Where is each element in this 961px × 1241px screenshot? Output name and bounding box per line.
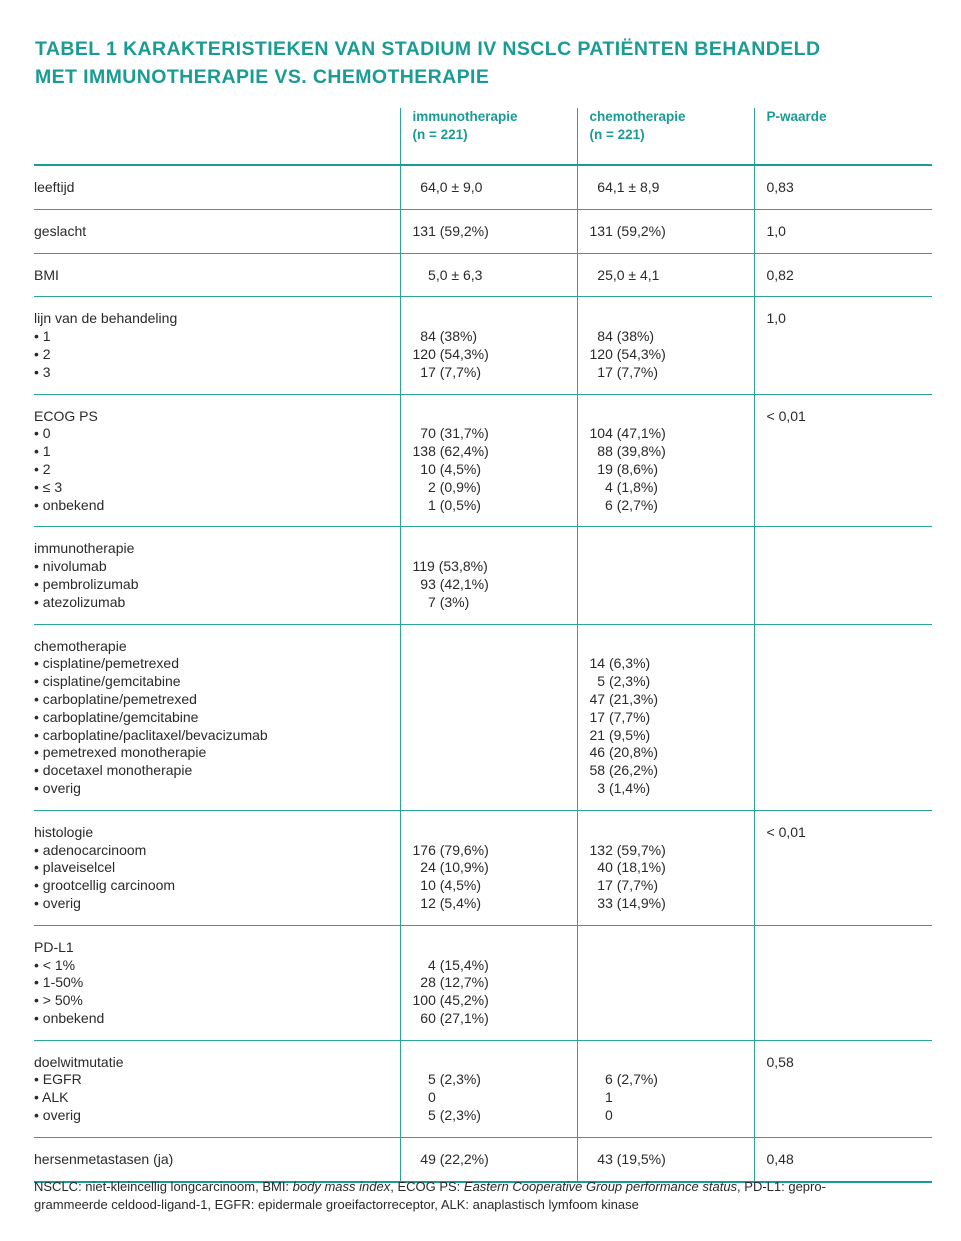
footnote-text: , PD-L1: gepro- [737, 1179, 826, 1194]
row-label-line: • carboplatine/paclitaxel/bevacizumab [34, 726, 268, 743]
cell-chemotherapie-line: 131 (59,2%) [589, 222, 666, 239]
row-label-line: • cisplatine/pemetrexed [34, 655, 179, 672]
header-immunotherapie [400, 108, 577, 165]
cell-immunotherapie-line: 2 (0,9%) [412, 478, 481, 495]
cell-chemotherapie [577, 394, 754, 527]
cell-p-waarde [754, 209, 932, 253]
row-label-line: geslacht [34, 222, 87, 239]
row-label-line: • overig [34, 1107, 81, 1124]
row-label-line: • grootcellig carcinoom [34, 877, 176, 894]
table-row [34, 925, 932, 1040]
cell-immunotherapie [400, 297, 577, 394]
cell-chemotherapie [577, 925, 754, 1040]
cell-p-waarde-line: 0,48 [766, 1150, 794, 1167]
row-label-line: • 1 [34, 328, 51, 345]
row-label [34, 165, 400, 209]
cell-immunotherapie-line: 60 (27,1%) [412, 1009, 489, 1026]
cell-chemotherapie-line: 64,1 ± 8,9 [589, 179, 660, 195]
cell-chemotherapie [577, 209, 754, 253]
cell-immunotherapie-line: 4 (15,4%) [412, 956, 489, 973]
characteristics-table [34, 108, 932, 1183]
table-title-line-2: MET IMMUNOTHERAPIE VS. CHEMOTHERAPIE [35, 66, 490, 88]
table-row [34, 527, 932, 624]
cell-chemotherapie-line: 6 (2,7%) [589, 1071, 658, 1088]
cell-chemotherapie [577, 253, 754, 297]
row-label-line: histologie [34, 823, 94, 840]
row-label-line: • 2 [34, 460, 51, 477]
footnote-italic: Eastern Cooperative Group performance status [463, 1179, 738, 1194]
cell-p-waarde-line [767, 540, 933, 558]
row-label-line: • atezolizumab [34, 593, 126, 610]
cell-immunotherapie-line: 120 (54,3%) [412, 345, 489, 362]
cell-chemotherapie-line: 84 (38%) [589, 328, 655, 345]
table-title [35, 35, 935, 91]
cell-immunotherapie-line: 12 (5,4%) [412, 894, 481, 911]
row-label-line: • > 50% [34, 992, 83, 1009]
cell-chemotherapie-line: 17 (7,7%) [589, 708, 651, 725]
row-label-line: • EGFR [34, 1071, 82, 1088]
cell-immunotherapie-line [413, 408, 577, 426]
row-label-line: leeftijd [34, 179, 75, 195]
cell-chemotherapie [577, 165, 754, 209]
footnote-italic: body mass index [292, 1179, 391, 1194]
cell-chemotherapie [577, 297, 754, 394]
cell-immunotherapie-line: 100 (45,2%) [412, 992, 489, 1009]
row-label-line: • ALK [34, 1089, 69, 1106]
cell-chemotherapie-line: 47 (21,3%) [589, 690, 658, 707]
cell-chemotherapie-line [590, 540, 754, 558]
cell-immunotherapie-line: 17 (7,7%) [412, 363, 481, 380]
cell-chemotherapie-line: 4 (1,8%) [589, 478, 658, 495]
cell-p-waarde [754, 810, 932, 925]
row-label-line: chemotherapie [34, 637, 127, 654]
cell-p-waarde [754, 527, 932, 624]
row-label-line: • carboplatine/pemetrexed [34, 690, 197, 707]
cell-p-waarde-line: 1,0 [766, 222, 786, 239]
cell-immunotherapie-line: 64,0 ± 9,0 [412, 179, 483, 195]
cell-immunotherapie-line: 70 (31,7%) [412, 425, 489, 442]
cell-immunotherapie [400, 209, 577, 253]
cell-chemotherapie-line [590, 638, 754, 656]
cell-chemotherapie-line [590, 310, 754, 328]
cell-p-waarde [754, 1137, 932, 1181]
cell-chemotherapie-line: 46 (20,8%) [589, 744, 658, 761]
cell-chemotherapie [577, 1137, 754, 1181]
footnote-line-1 [34, 1178, 934, 1196]
cell-chemotherapie-line: 58 (26,2%) [589, 762, 658, 779]
cell-chemotherapie-line [590, 408, 754, 426]
cell-immunotherapie [400, 165, 577, 209]
cell-p-waarde-line [767, 939, 933, 957]
cell-chemotherapie-line: 88 (39,8%) [589, 443, 666, 460]
table-row [34, 1137, 932, 1181]
cell-p-waarde [754, 297, 932, 394]
cell-chemotherapie-line: 104 (47,1%) [589, 425, 666, 442]
row-label-line: BMI [34, 266, 59, 283]
row-label [34, 527, 400, 624]
cell-chemotherapie-line [590, 824, 754, 842]
row-label [34, 810, 400, 925]
cell-p-waarde [754, 624, 932, 810]
cell-immunotherapie-line: 10 (4,5%) [412, 877, 481, 894]
cell-p-waarde [754, 165, 932, 209]
row-label [34, 209, 400, 253]
footnote-text: , ECOG PS: [390, 1179, 464, 1194]
row-label-line: • overig [34, 779, 81, 796]
cell-immunotherapie-line: 5 (2,3%) [412, 1071, 481, 1088]
row-label-line: • adenocarcinoom [34, 841, 147, 858]
row-label-line: • docetaxel monotherapie [34, 762, 193, 779]
table-row [34, 297, 932, 394]
row-label-line: • onbekend [34, 1009, 105, 1026]
cell-chemotherapie-line: 120 (54,3%) [589, 345, 666, 362]
header-p-waarde [754, 108, 932, 165]
cell-chemotherapie-line: 132 (59,7%) [589, 841, 666, 858]
cell-p-waarde [754, 1040, 932, 1137]
cell-immunotherapie-line: 1 (0,5%) [412, 496, 481, 513]
cell-immunotherapie-line: 93 (42,1%) [412, 575, 489, 592]
cell-immunotherapie [400, 925, 577, 1040]
cell-p-waarde-line: 0,82 [766, 266, 794, 283]
cell-immunotherapie-line [413, 939, 577, 957]
cell-immunotherapie-line: 49 (22,2%) [412, 1150, 489, 1167]
cell-immunotherapie [400, 624, 577, 810]
cell-immunotherapie-line: 24 (10,9%) [412, 859, 489, 876]
cell-immunotherapie [400, 810, 577, 925]
cell-immunotherapie-line: 28 (12,7%) [412, 974, 489, 991]
cell-p-waarde-line: < 0,01 [766, 407, 806, 424]
row-label [34, 394, 400, 527]
cell-immunotherapie-line: 0 [412, 1089, 436, 1106]
cell-chemotherapie-line [590, 1054, 754, 1072]
cell-immunotherapie [400, 253, 577, 297]
row-label-line: doelwitmutatie [34, 1053, 124, 1070]
row-label [34, 1040, 400, 1137]
cell-immunotherapie-line: 131 (59,2%) [412, 222, 489, 239]
cell-immunotherapie-line: 84 (38%) [412, 328, 478, 345]
header-p-waarde-line: P-waarde [766, 109, 827, 124]
cell-immunotherapie-line [413, 638, 577, 656]
cell-p-waarde-line: 0,83 [766, 179, 794, 195]
row-label-line: • cisplatine/gemcitabine [34, 673, 181, 690]
cell-chemotherapie-line: 43 (19,5%) [589, 1150, 666, 1167]
table-row [34, 1040, 932, 1137]
cell-chemotherapie [577, 810, 754, 925]
table-row [34, 253, 932, 297]
cell-immunotherapie-line [413, 310, 577, 328]
cell-chemotherapie-line: 19 (8,6%) [589, 460, 658, 477]
table-row [34, 209, 932, 253]
cell-p-waarde-line: 0,58 [766, 1053, 794, 1070]
row-label-line: PD-L1 [34, 938, 74, 955]
row-label-line: hersenmetastasen (ja) [34, 1150, 174, 1167]
header-label [34, 108, 400, 165]
cell-chemotherapie-line: 17 (7,7%) [589, 363, 658, 380]
row-label-line: • 0 [34, 425, 51, 442]
cell-chemotherapie-line: 33 (14,9%) [589, 894, 666, 911]
row-label-line: • 1-50% [34, 974, 84, 991]
row-label [34, 624, 400, 810]
cell-p-waarde [754, 394, 932, 527]
header-chemotherapie [577, 108, 754, 165]
cell-chemotherapie-line: 17 (7,7%) [589, 877, 658, 894]
cell-immunotherapie-line: 7 (3%) [412, 593, 470, 610]
cell-immunotherapie-line: 138 (62,4%) [412, 443, 489, 460]
row-label-line: • 1 [34, 443, 51, 460]
row-label-line: • < 1% [34, 956, 76, 973]
cell-immunotherapie-line: 5,0 ± 6,3 [412, 266, 483, 283]
row-label-line: • ≤ 3 [34, 478, 63, 495]
cell-immunotherapie [400, 1040, 577, 1137]
cell-chemotherapie-line: 25,0 ± 4,1 [589, 266, 660, 283]
footnote-text: NSCLC: niet-kleincellig longcarcinoom, BMI: [34, 1179, 293, 1194]
cell-p-waarde-line [767, 638, 933, 656]
cell-immunotherapie [400, 527, 577, 624]
row-label-line: • pemetrexed monotherapie [34, 744, 207, 761]
cell-p-waarde [754, 925, 932, 1040]
row-label-line: • overig [34, 894, 81, 911]
table-row [34, 165, 932, 209]
cell-chemotherapie [577, 527, 754, 624]
cell-immunotherapie-line: 119 (53,8%) [412, 558, 488, 575]
cell-immunotherapie-line: 5 (2,3%) [412, 1107, 481, 1124]
cell-immunotherapie-line [413, 824, 577, 842]
header-row [34, 108, 932, 165]
row-label-line: • carboplatine/gemcitabine [34, 708, 199, 725]
row-label-line: • 2 [34, 345, 51, 362]
row-label [34, 1137, 400, 1181]
row-label [34, 925, 400, 1040]
cell-chemotherapie-line: 0 [589, 1107, 613, 1124]
cell-immunotherapie [400, 394, 577, 527]
row-label-line: • nivolumab [34, 558, 107, 575]
cell-p-waarde-line: 1,0 [766, 310, 786, 327]
cell-immunotherapie-line: 10 (4,5%) [412, 460, 481, 477]
row-label-line: • pembrolizumab [34, 575, 139, 592]
cell-immunotherapie [400, 1137, 577, 1181]
row-label-line: • plaveiselcel [34, 859, 116, 876]
header-chemotherapie-line: (n = 221) [589, 126, 645, 142]
row-label-line: immunotherapie [34, 540, 135, 557]
row-label-line: • onbekend [34, 496, 105, 513]
cell-p-waarde-line: < 0,01 [766, 823, 806, 840]
table-title-line-1: TABEL 1 KARAKTERISTIEKEN VAN STADIUM IV NSCLC PATIËNTEN BEHANDELD [35, 38, 821, 60]
table-row [34, 624, 932, 810]
cell-chemotherapie [577, 624, 754, 810]
table-row [34, 810, 932, 925]
footnote-line-2: grammeerde celdood-ligand-1, EGFR: epidermale groeifactorreceptor, ALK: anaplastisch lymfoom kinase [34, 1197, 639, 1212]
cell-immunotherapie-line [413, 1054, 577, 1072]
header-immunotherapie-line: immunotherapie [412, 109, 518, 124]
row-label-line: ECOG PS [34, 407, 98, 424]
cell-chemotherapie-line: 40 (18,1%) [589, 859, 666, 876]
cell-chemotherapie-line: 21 (9,5%) [589, 726, 651, 743]
cell-chemotherapie-line: 1 [589, 1089, 613, 1106]
row-label [34, 253, 400, 297]
cell-chemotherapie-line: 3 (1,4%) [589, 779, 651, 796]
table-row [34, 394, 932, 527]
cell-chemotherapie-line: 5 (2,3%) [589, 673, 651, 690]
footnote [34, 1178, 934, 1214]
row-label [34, 297, 400, 394]
header-immunotherapie-line: (n = 221) [412, 126, 468, 142]
cell-immunotherapie-line: 176 (79,6%) [412, 841, 489, 858]
cell-chemotherapie-line: 6 (2,7%) [589, 496, 658, 513]
cell-immunotherapie-line [413, 540, 577, 558]
header-chemotherapie-line: chemotherapie [589, 109, 686, 124]
cell-chemotherapie [577, 1040, 754, 1137]
row-label-line: • 3 [34, 363, 51, 380]
cell-chemotherapie-line [590, 939, 754, 957]
cell-chemotherapie-line: 14 (6,3%) [589, 655, 651, 672]
row-label-line: lijn van de behandeling [34, 310, 178, 327]
cell-p-waarde [754, 253, 932, 297]
